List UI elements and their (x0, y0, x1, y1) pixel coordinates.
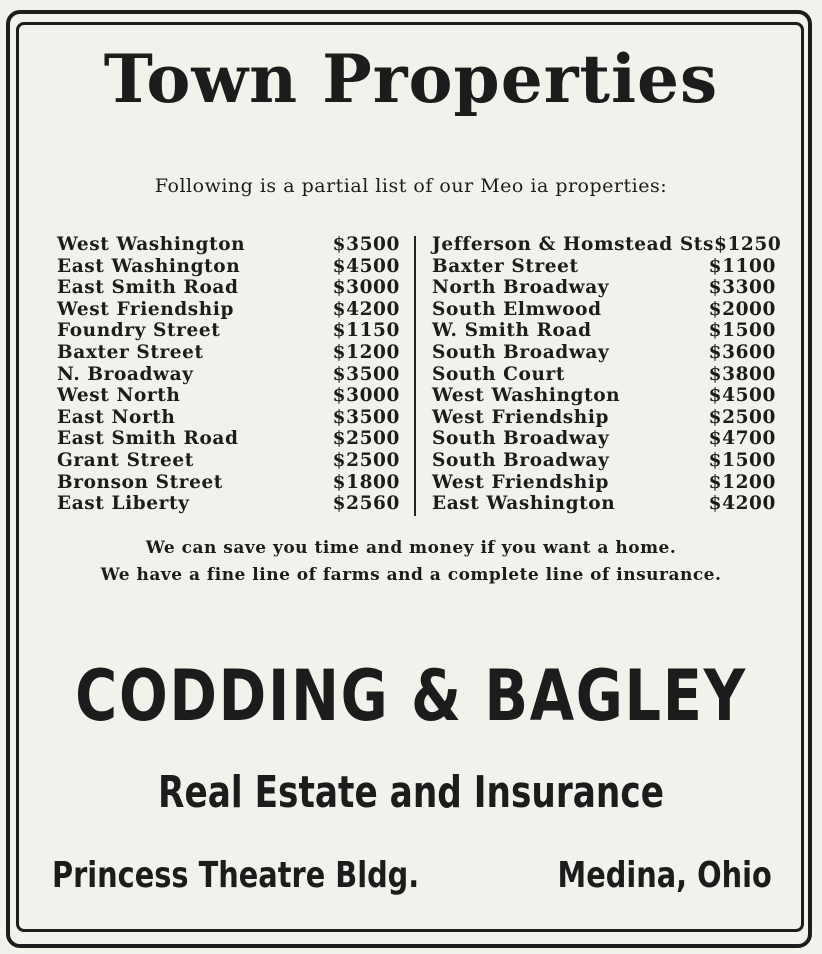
listing-row (432, 256, 776, 278)
listing-street: Grant Street (57, 449, 194, 471)
company-name: CODDING & BAGLEY (75, 655, 747, 737)
listing-street: South Broadway (432, 428, 610, 450)
listing-price: $2500 (332, 428, 400, 450)
listing-street: West North (57, 385, 181, 407)
listing-street: East Washington (57, 255, 241, 277)
listing-price: $4500 (708, 385, 776, 407)
listing-street: South Broadway (432, 341, 610, 363)
listing-row (57, 493, 400, 515)
listing-price: $4200 (708, 493, 776, 515)
listing-row (432, 450, 776, 472)
listing-row (57, 385, 400, 407)
listing-price: $2000 (708, 298, 776, 320)
listing-price: $1200 (708, 471, 776, 493)
listing-price: $2560 (332, 493, 400, 515)
listing-street: West Friendship (432, 406, 610, 428)
listing-row (57, 320, 400, 342)
listing-street: W. Smith Road (432, 320, 592, 342)
listing-price: $3000 (332, 385, 400, 407)
listing-row (432, 299, 776, 321)
listing-price: $2500 (708, 406, 776, 428)
listing-street: Baxter Street (57, 341, 204, 363)
company-tagline: Real Estate and Insurance (158, 767, 664, 818)
listing-street: Bronson Street (57, 471, 223, 493)
listing-row (432, 320, 776, 342)
listing-price: $1200 (332, 341, 400, 363)
listing-row (57, 428, 400, 450)
address-building: Princess Theatre Bldg. (52, 855, 420, 896)
listing-price: $2500 (332, 449, 400, 471)
listing-price: $3500 (332, 363, 400, 385)
listing-street: East Liberty (57, 493, 190, 515)
ad-subtitle: Following is a partial list of our Meo ia properties: (154, 175, 668, 197)
listing-price: $4200 (332, 298, 400, 320)
listing-street: East Smith Road (57, 428, 239, 450)
listing-price: $4700 (708, 428, 776, 450)
slogan-line-1: We can save you time and money if you want a home. (145, 538, 677, 558)
listing-street: N. Broadway (57, 363, 194, 385)
ad-title: Town Properties (103, 40, 719, 118)
right-listings (432, 234, 782, 515)
listing-row (432, 385, 776, 407)
left-listings (57, 234, 400, 515)
listing-row (57, 277, 400, 299)
listing-street: South Broadway (432, 449, 610, 471)
listing-row (57, 364, 400, 386)
listing-price: $1150 (332, 320, 400, 342)
listing-street: Foundry Street (57, 320, 221, 342)
listing-street: West Friendship (432, 471, 610, 493)
listing-row (57, 472, 400, 494)
listing-street: East North (57, 406, 176, 428)
listing-street: East Smith Road (57, 277, 239, 299)
listing-street: West Friendship (57, 298, 235, 320)
listing-price: $1500 (708, 449, 776, 471)
listing-price: $3300 (708, 277, 776, 299)
slogan-line-2: We have a fine line of farms and a complete line of insurance. (100, 565, 722, 585)
listing-street: East Washington (432, 493, 616, 515)
listing-row (57, 256, 400, 278)
listing-price: $3800 (708, 363, 776, 385)
listing-row (57, 299, 400, 321)
listing-street: Jefferson & Homstead Sts (432, 234, 714, 255)
listing-price: $3500 (332, 234, 400, 255)
listing-street: North Broadway (432, 277, 610, 299)
listing-street: South Court (432, 363, 565, 385)
listing-row (432, 234, 782, 256)
listing-street: West Washington (432, 385, 621, 407)
listing-row (432, 407, 776, 429)
listing-row (432, 277, 776, 299)
listing-row (57, 342, 400, 364)
listing-row (432, 472, 776, 494)
address-city: Medina, Ohio (557, 855, 772, 896)
listing-row (432, 428, 776, 450)
listing-street: South Elmwood (432, 298, 602, 320)
listing-price: $1100 (708, 255, 776, 277)
listing-row (432, 364, 776, 386)
listing-price: $3600 (708, 341, 776, 363)
listing-street: Baxter Street (432, 255, 579, 277)
listing-price: $3000 (332, 277, 400, 299)
listing-price: $1500 (708, 320, 776, 342)
listing-row (57, 234, 400, 256)
column-divider (414, 236, 416, 516)
listing-row (57, 450, 400, 472)
listing-price: $4500 (332, 255, 400, 277)
listing-row (432, 493, 776, 515)
listing-price: $1800 (332, 471, 400, 493)
listing-row (432, 342, 776, 364)
listing-price: $3500 (332, 406, 400, 428)
listing-street: West Washington (57, 234, 246, 255)
listing-price: $1250 (713, 234, 782, 255)
listing-row (57, 407, 400, 429)
